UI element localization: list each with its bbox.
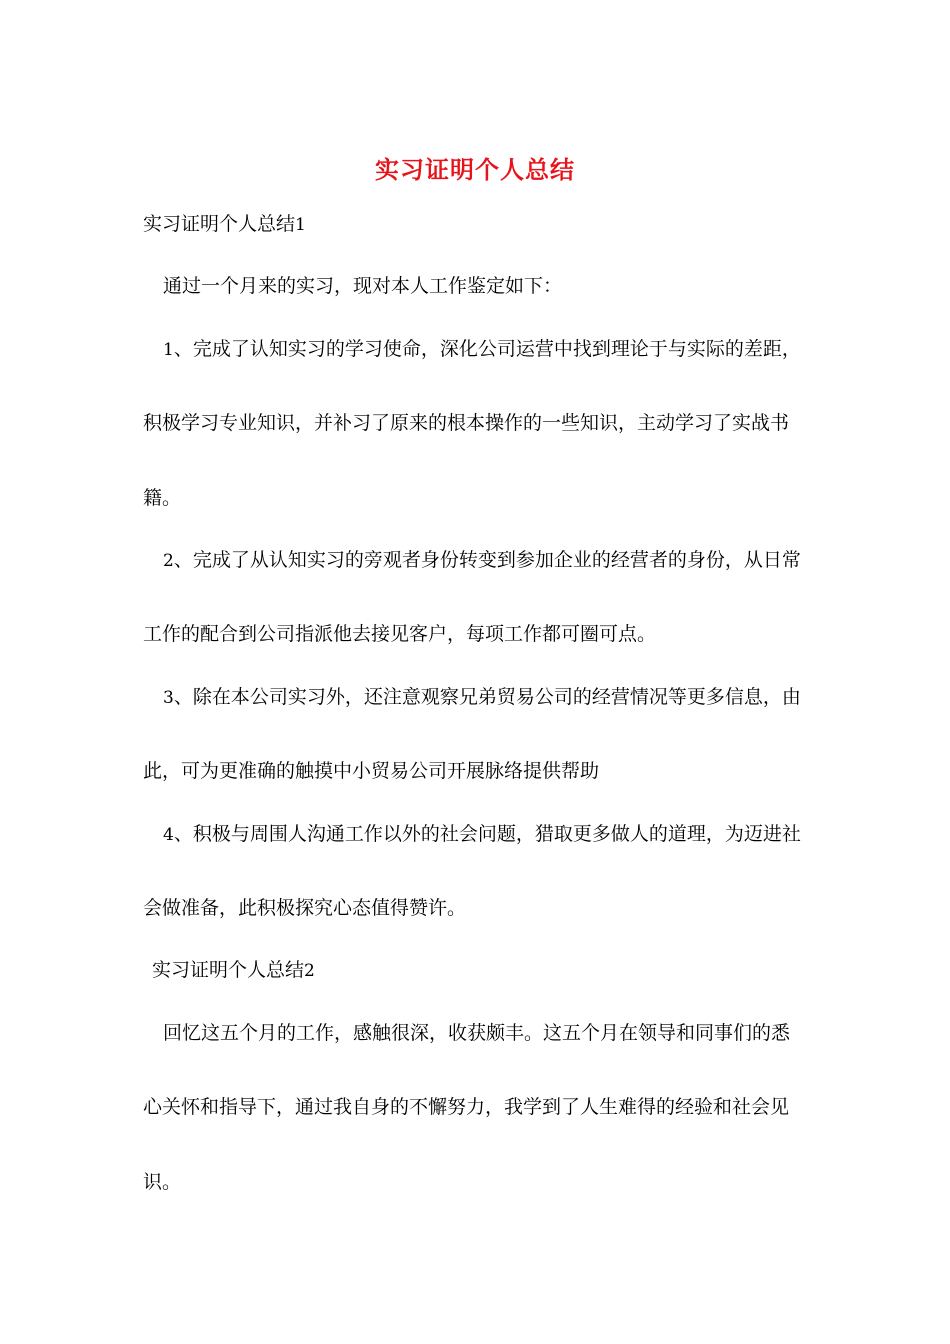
item-number: 3 — [163, 688, 174, 708]
section-heading-text: 实习证明个人总结 — [143, 213, 296, 235]
section-2-para-line-1: 回忆这五个月的工作，感触很深，收获颇丰。这五个月在领导和同事们的悉 — [163, 1022, 791, 1044]
item-text: 、完成了认知实习的学习使命，深化公司运营中找到理论于与实际的差距， — [173, 338, 801, 360]
item-4-line-2: 会做准备，此积极探究心态值得赞许。 — [143, 897, 467, 919]
item-2-line-2: 工作的配合到公司指派他去接见客户，每项工作都可圈可点。 — [143, 623, 657, 645]
item-text: 、除在本公司实习外，还注意观察兄弟贸易公司的经营情况等更多信息，由 — [173, 686, 801, 708]
section-2-para-line-2: 心关怀和指导下，通过我自身的不懈努力，我学到了人生难得的经验和社会见 — [143, 1096, 790, 1118]
document-title: 实习证明个人总结 — [375, 155, 575, 184]
item-1-line-1 — [163, 337, 801, 362]
intro-paragraph: 通过一个月来的实习，现对本人工作鉴定如下： — [163, 275, 563, 297]
item-1-line-2: 积极学习专业知识，并补习了原来的根本操作的一些知识，主动学习了实战书 — [143, 412, 790, 434]
section-heading-number: 1 — [295, 215, 306, 235]
item-4-line-1 — [163, 822, 801, 847]
item-text: 、完成了从认知实习的旁观者身份转变到参加企业的经营者的身份，从日常 — [173, 549, 801, 571]
item-number: 1 — [163, 340, 174, 360]
section-heading-number: 2 — [304, 961, 315, 981]
item-number: 2 — [163, 551, 174, 571]
section-heading-text: 实习证明个人总结 — [152, 959, 305, 981]
item-text: 、积极与周围人沟通工作以外的社会问题，猎取更多做人的道理，为迈进社 — [173, 823, 801, 845]
section-2-para-line-3: 识。 — [143, 1171, 182, 1193]
item-3-line-1 — [163, 685, 801, 710]
item-1-line-3: 籍。 — [143, 487, 182, 509]
item-number: 4 — [163, 825, 174, 845]
section-heading-1 — [143, 212, 306, 237]
item-2-line-1 — [163, 548, 801, 573]
section-heading-2 — [152, 958, 315, 983]
item-3-line-2: 此，可为更准确的触摸中小贸易公司开展脉络提供帮助 — [143, 760, 600, 782]
